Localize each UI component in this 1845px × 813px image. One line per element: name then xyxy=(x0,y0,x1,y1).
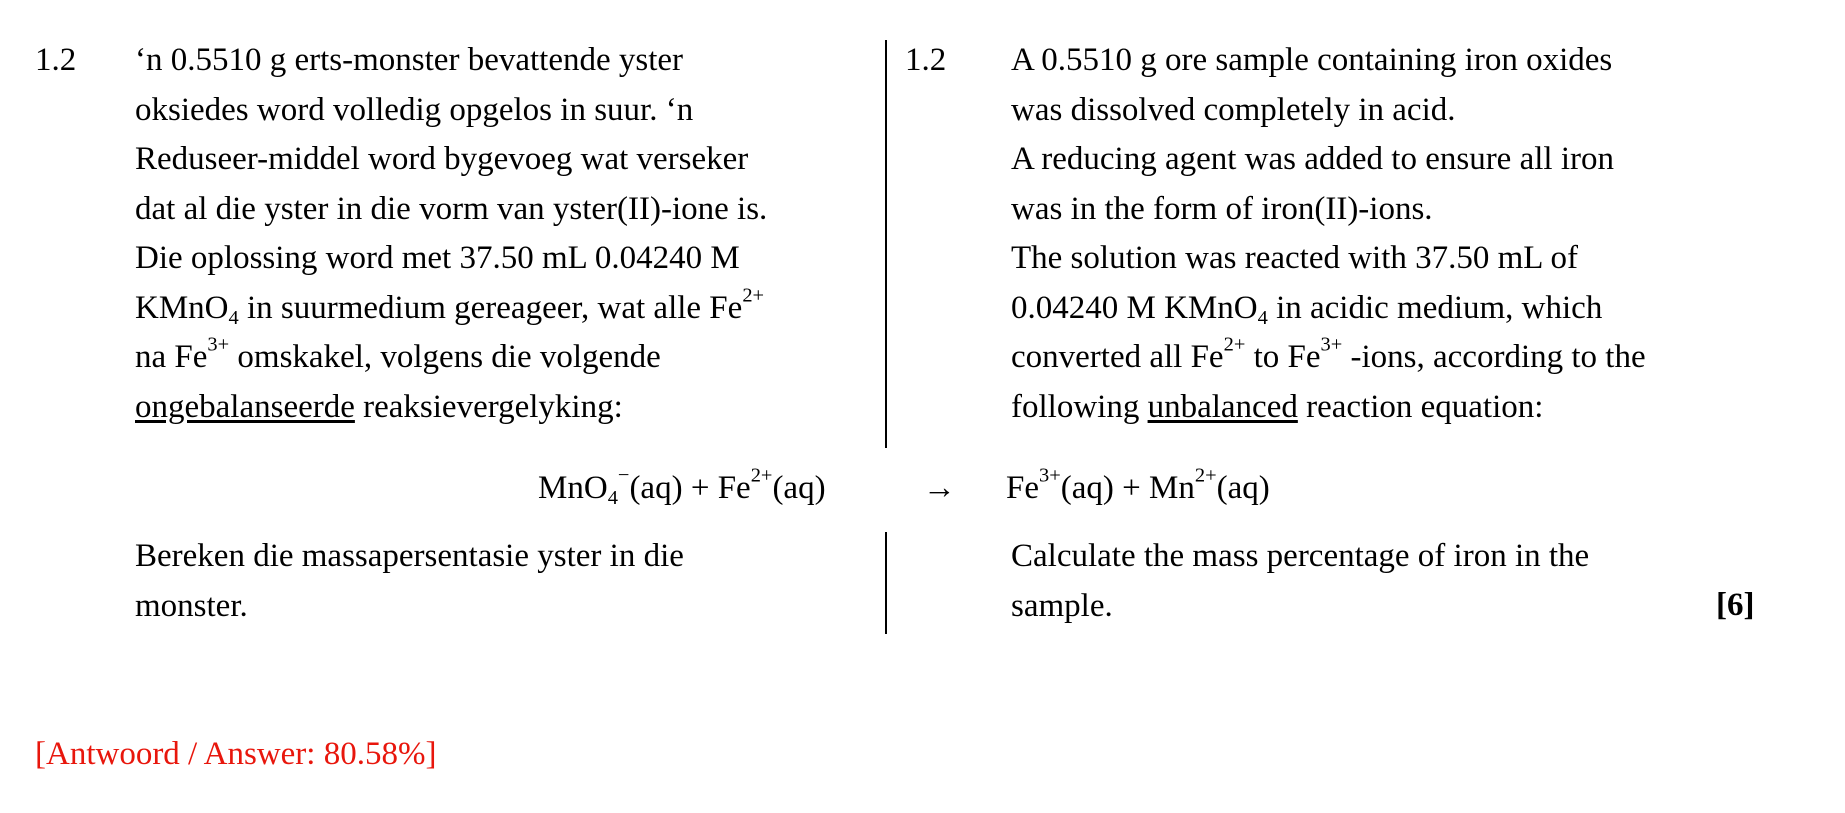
question-number-afrikaans: 1.2 xyxy=(35,42,77,78)
af-line-5: Die oplossing word met 37.50 mL 0.04240 M xyxy=(135,240,740,276)
equation-rhs: $Fe^{3+}(aq) + Mn^{2+}(aq)$ xyxy=(1006,464,1270,506)
en-calc-line-2: sample. xyxy=(1011,587,1113,624)
afrikaans-calculate-text xyxy=(135,532,684,631)
af-calc-line-2: monster. xyxy=(135,587,248,624)
equation-lhs: $MnO_4^-(aq) + Fe^{2+}(aq)$ xyxy=(538,464,826,510)
english-question-text xyxy=(1011,36,1646,432)
af-line-3: Reduseer-middel word bygevoeg wat verseker xyxy=(135,141,749,177)
af-line-2: oksiedes word volledig opgelos in suur. ‘n xyxy=(135,91,694,128)
column-divider-bottom xyxy=(885,532,887,634)
en-calc-line-1: Calculate the mass percentage of iron in the xyxy=(1011,538,1590,574)
af-line-6: KMnO$_4$ in suurmedium gereageer, wat alle $Fe^{2+}$ xyxy=(135,284,765,329)
af-line-7: na $Fe^{3+}$ omskakel, volgens die volgende xyxy=(135,333,661,375)
en-line-6: 0.04240 M KMnO$_4$ in acidic medium, which xyxy=(1011,289,1603,329)
en-line-2: was dissolved completely in acid. xyxy=(1011,91,1456,128)
question-number-english: 1.2 xyxy=(905,42,947,78)
equation-arrow: → xyxy=(923,470,956,506)
en-line-4: was in the form of iron(II)-ions. xyxy=(1011,190,1433,227)
afrikaans-question-text xyxy=(135,36,767,432)
en-line-8: following unbalanced reaction equation: xyxy=(1011,388,1544,425)
english-calculate-text xyxy=(1011,532,1589,631)
af-line-1: ‘n 0.5510 g erts-monster bevattende yster xyxy=(135,42,684,78)
af-calc-line-1: Bereken die massapersentasie yster in die xyxy=(135,538,684,574)
en-line-5: The solution was reacted with 37.50 mL of xyxy=(1011,240,1578,276)
en-line-7: converted all $Fe^{2+}$ to $Fe^{3+}$ -ions, according to the xyxy=(1011,333,1646,375)
en-line-3: A reducing agent was added to ensure all iron xyxy=(1011,141,1614,177)
answer-text: [Antwoord / Answer: 80.58%] xyxy=(35,736,437,772)
column-divider-top xyxy=(885,40,887,448)
af-line-4: dat al die yster in die vorm van yster(II)-ione is. xyxy=(135,190,768,227)
af-line-8: ongebalanseerde reaksievergelyking: xyxy=(135,388,623,425)
marks-label: [6] xyxy=(1716,587,1755,623)
en-line-1: A 0.5510 g ore sample containing iron oxides xyxy=(1011,42,1613,78)
